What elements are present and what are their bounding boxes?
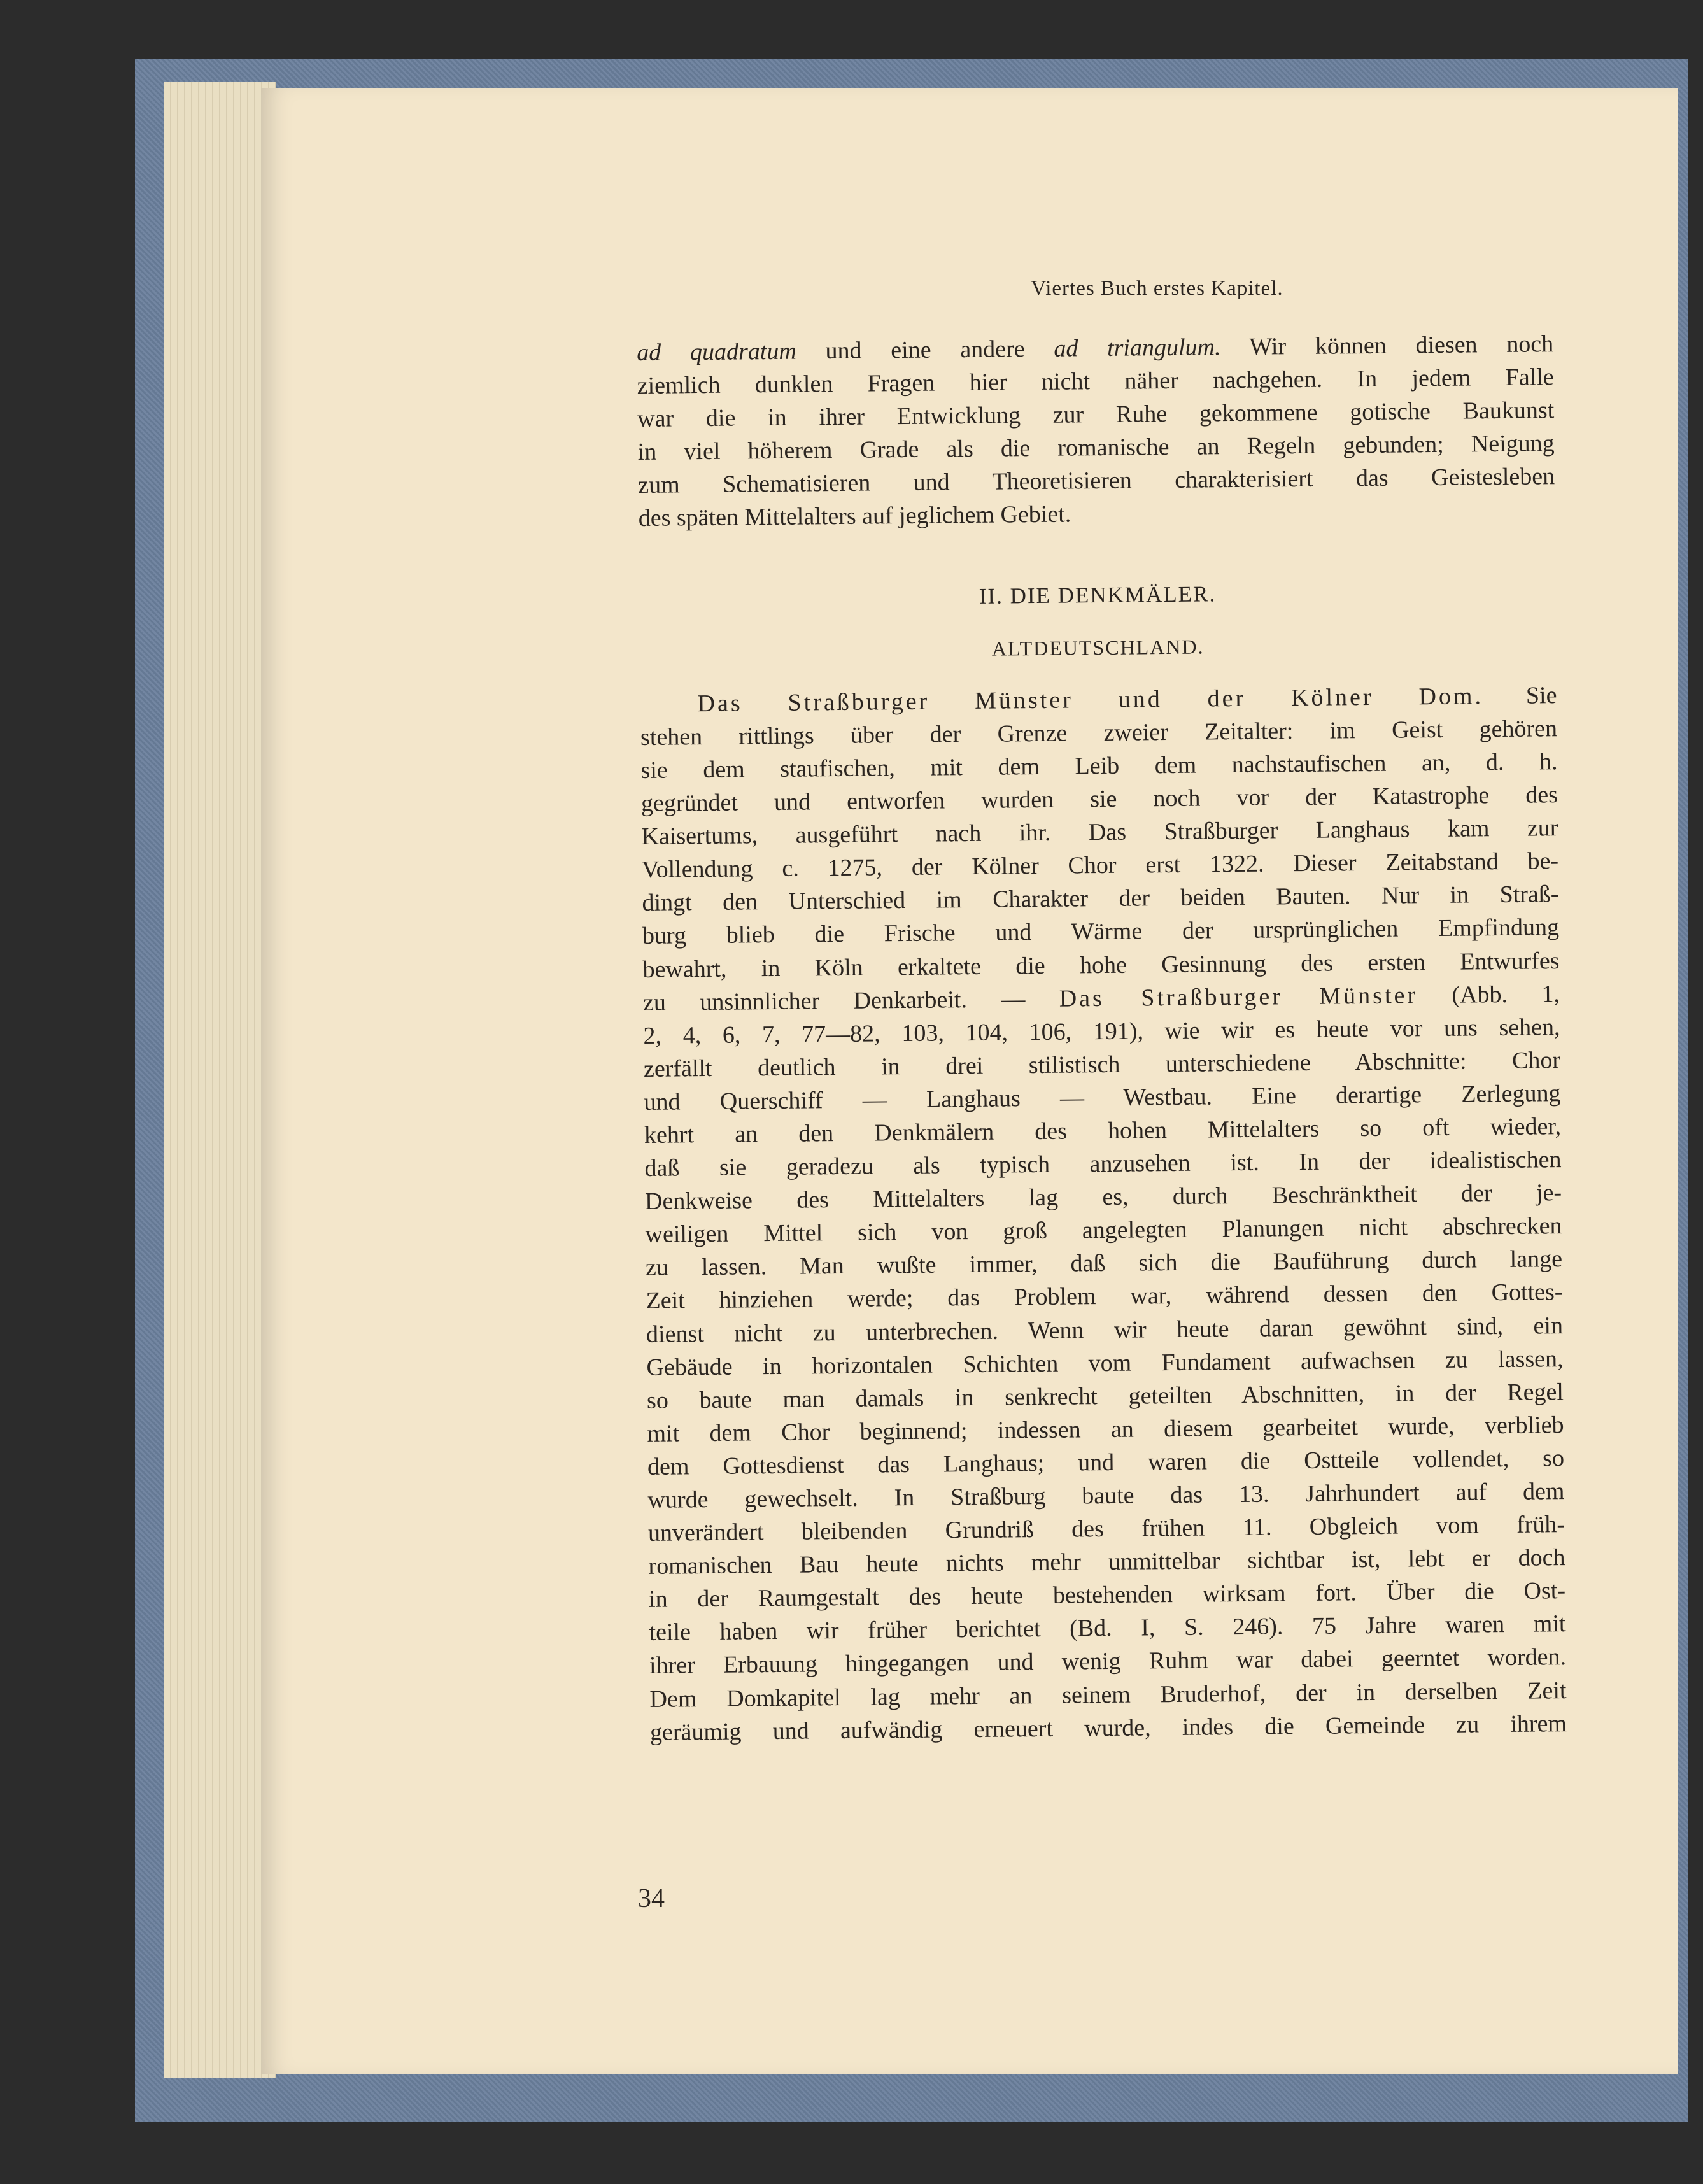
running-head: Viertes Buch erstes Kapitel. [1031,277,1283,300]
text-line: sie dem staufischen, mit dem Leib dem nachstaufischen an, d. h. [640,748,1558,784]
text-fragment: Wir können diesen noch [1220,330,1554,361]
text-line: zu lassen. Man wußte immer, daß sich die Bauführung durch lange [645,1245,1563,1282]
text-line: war die in ihrer Entwicklung zur Ruhe gekommene gotische Baukunst [637,397,1555,433]
text-line: ihrer Erbauung hingegangen und wenig Ruhm war dabei geerntet worden. [649,1643,1567,1680]
text-line: und Querschiff — Langhaus — Westbau. Eine derartige Zerlegung [644,1079,1561,1116]
spaced-title: Das Straßburger Münster und der Kölner Dom. [697,683,1484,717]
text-line: Kaisertums, ausgeführt nach ihr. Das Straßburger Langhaus kam zur [641,814,1558,851]
text-line: geräumig und aufwändig erneuert wurde, indes die Gemeinde zu ihrem [649,1710,1567,1746]
body-text [637,327,1567,1748]
subheading: ALTDEUTSCHLAND. [991,635,1205,660]
text-line: weiligen Mittel sich von groß angelegten Planungen nicht abschrecken [645,1212,1562,1249]
text-line: des späten Mittelalters auf jeglichem Gebiet. [638,500,1071,532]
text-line: teile haben wir früher berichtet (Bd. I, S. 246). 75 Jahre waren mit [649,1610,1566,1647]
spaced-title: Das Straßburger Münster [1059,981,1418,1012]
latin-term: ad triangulum. [1054,334,1221,362]
text-line: zum Schematisieren und Theoretisieren charakterisiert das Geistesleben [638,463,1555,499]
text-line: in der Raumgestalt des heute bestehenden wirksam fort. Über die Ost- [648,1577,1566,1613]
text-line: Gebäude in horizontalen Schichten vom Fundament aufwachsen zu lassen, [646,1345,1564,1381]
text-line: stehen rittlings über der Grenze zweier Zeitalter: im Geist gehören [640,714,1558,751]
text-line: Dem Domkapitel lag mehr an seinem Bruderhof, der in derselben Zeit [649,1677,1567,1713]
text-line: so baute man damals in senkrecht geteilten Abschnitten, in der Regel [646,1378,1564,1414]
book-page [261,88,1678,2074]
page-content [637,88,1678,2074]
text-line: Zeit hinziehen werde; das Problem war, während dessen den Gottes- [646,1279,1563,1315]
text-line: romanischen Bau heute nichts mehr unmittelbar sichtbar ist, lebt er doch [648,1544,1565,1580]
text-fragment: (Abb. 1, [1417,980,1560,1009]
text-line: kehrt an den Denkmälern des hohen Mittelalters so oft wieder, [644,1113,1562,1149]
text-line: unverändert bleibenden Grundriß des frühen 11. Obgleich vom früh- [647,1511,1565,1547]
text-line: wurde gewechselt. In Straßburg baute das 13. Jahrhundert auf dem [647,1478,1565,1514]
text-line: Vollendung c. 1275, der Kölner Chor erst 1322. Dieser Zeitabstand be- [641,847,1559,884]
text-line: zerfällt deutlich in drei stilistisch unterschiedene Abschnitte: Chor [643,1046,1561,1082]
text-line: burg blieb die Frische und Wärme der ursprünglichen Empfindung [642,914,1560,950]
text-line: 2, 4, 6, 7, 77—82, 103, 104, 106, 191), wie wir es heute vor uns sehen, [643,1013,1560,1049]
text-line: daß sie geradezu als typisch anzusehen ist. In der idealistischen [644,1146,1562,1182]
text-line: mit dem Chor beginnend; indessen an diesem gearbeitet wurde, verblieb [647,1411,1564,1447]
section-heading: II. DIE DENKMÄLER. [979,581,1217,609]
text-line: gegründet und entworfen wurden sie noch vor der Katastrophe des [640,781,1558,817]
text-line: in viel höherem Grade als die romanische an Regeln gebunden; Neigung [637,430,1555,466]
text-line: Denkweise des Mittelalters lag es, durch Beschränktheit der je- [644,1179,1562,1216]
page-number: 34 [638,1884,665,1913]
text-fragment: Sie [1483,681,1557,710]
latin-term: ad quadratum [637,337,796,366]
page-edges [164,82,276,2078]
text-fragment: und eine andere [796,335,1054,365]
text-line: ziemlich dunklen Fragen hier nicht näher nachgehen. In jedem Falle [637,364,1554,400]
text-fragment: zu unsinnlicher Denkarbeit. — [642,985,1059,1016]
text-line: bewahrt, in Köln erkaltete die hohe Gesinnung des ersten Entwurfes [642,947,1560,983]
text-line: dingt den Unterschied im Charakter der beiden Bauten. Nur in Straß- [642,881,1559,917]
text-line: dienst nicht zu unterbrechen. Wenn wir heute daran gewöhnt sind, ein [646,1312,1564,1348]
text-line: dem Gottesdienst das Langhaus; und waren die Ostteile vollendet, so [647,1445,1565,1480]
